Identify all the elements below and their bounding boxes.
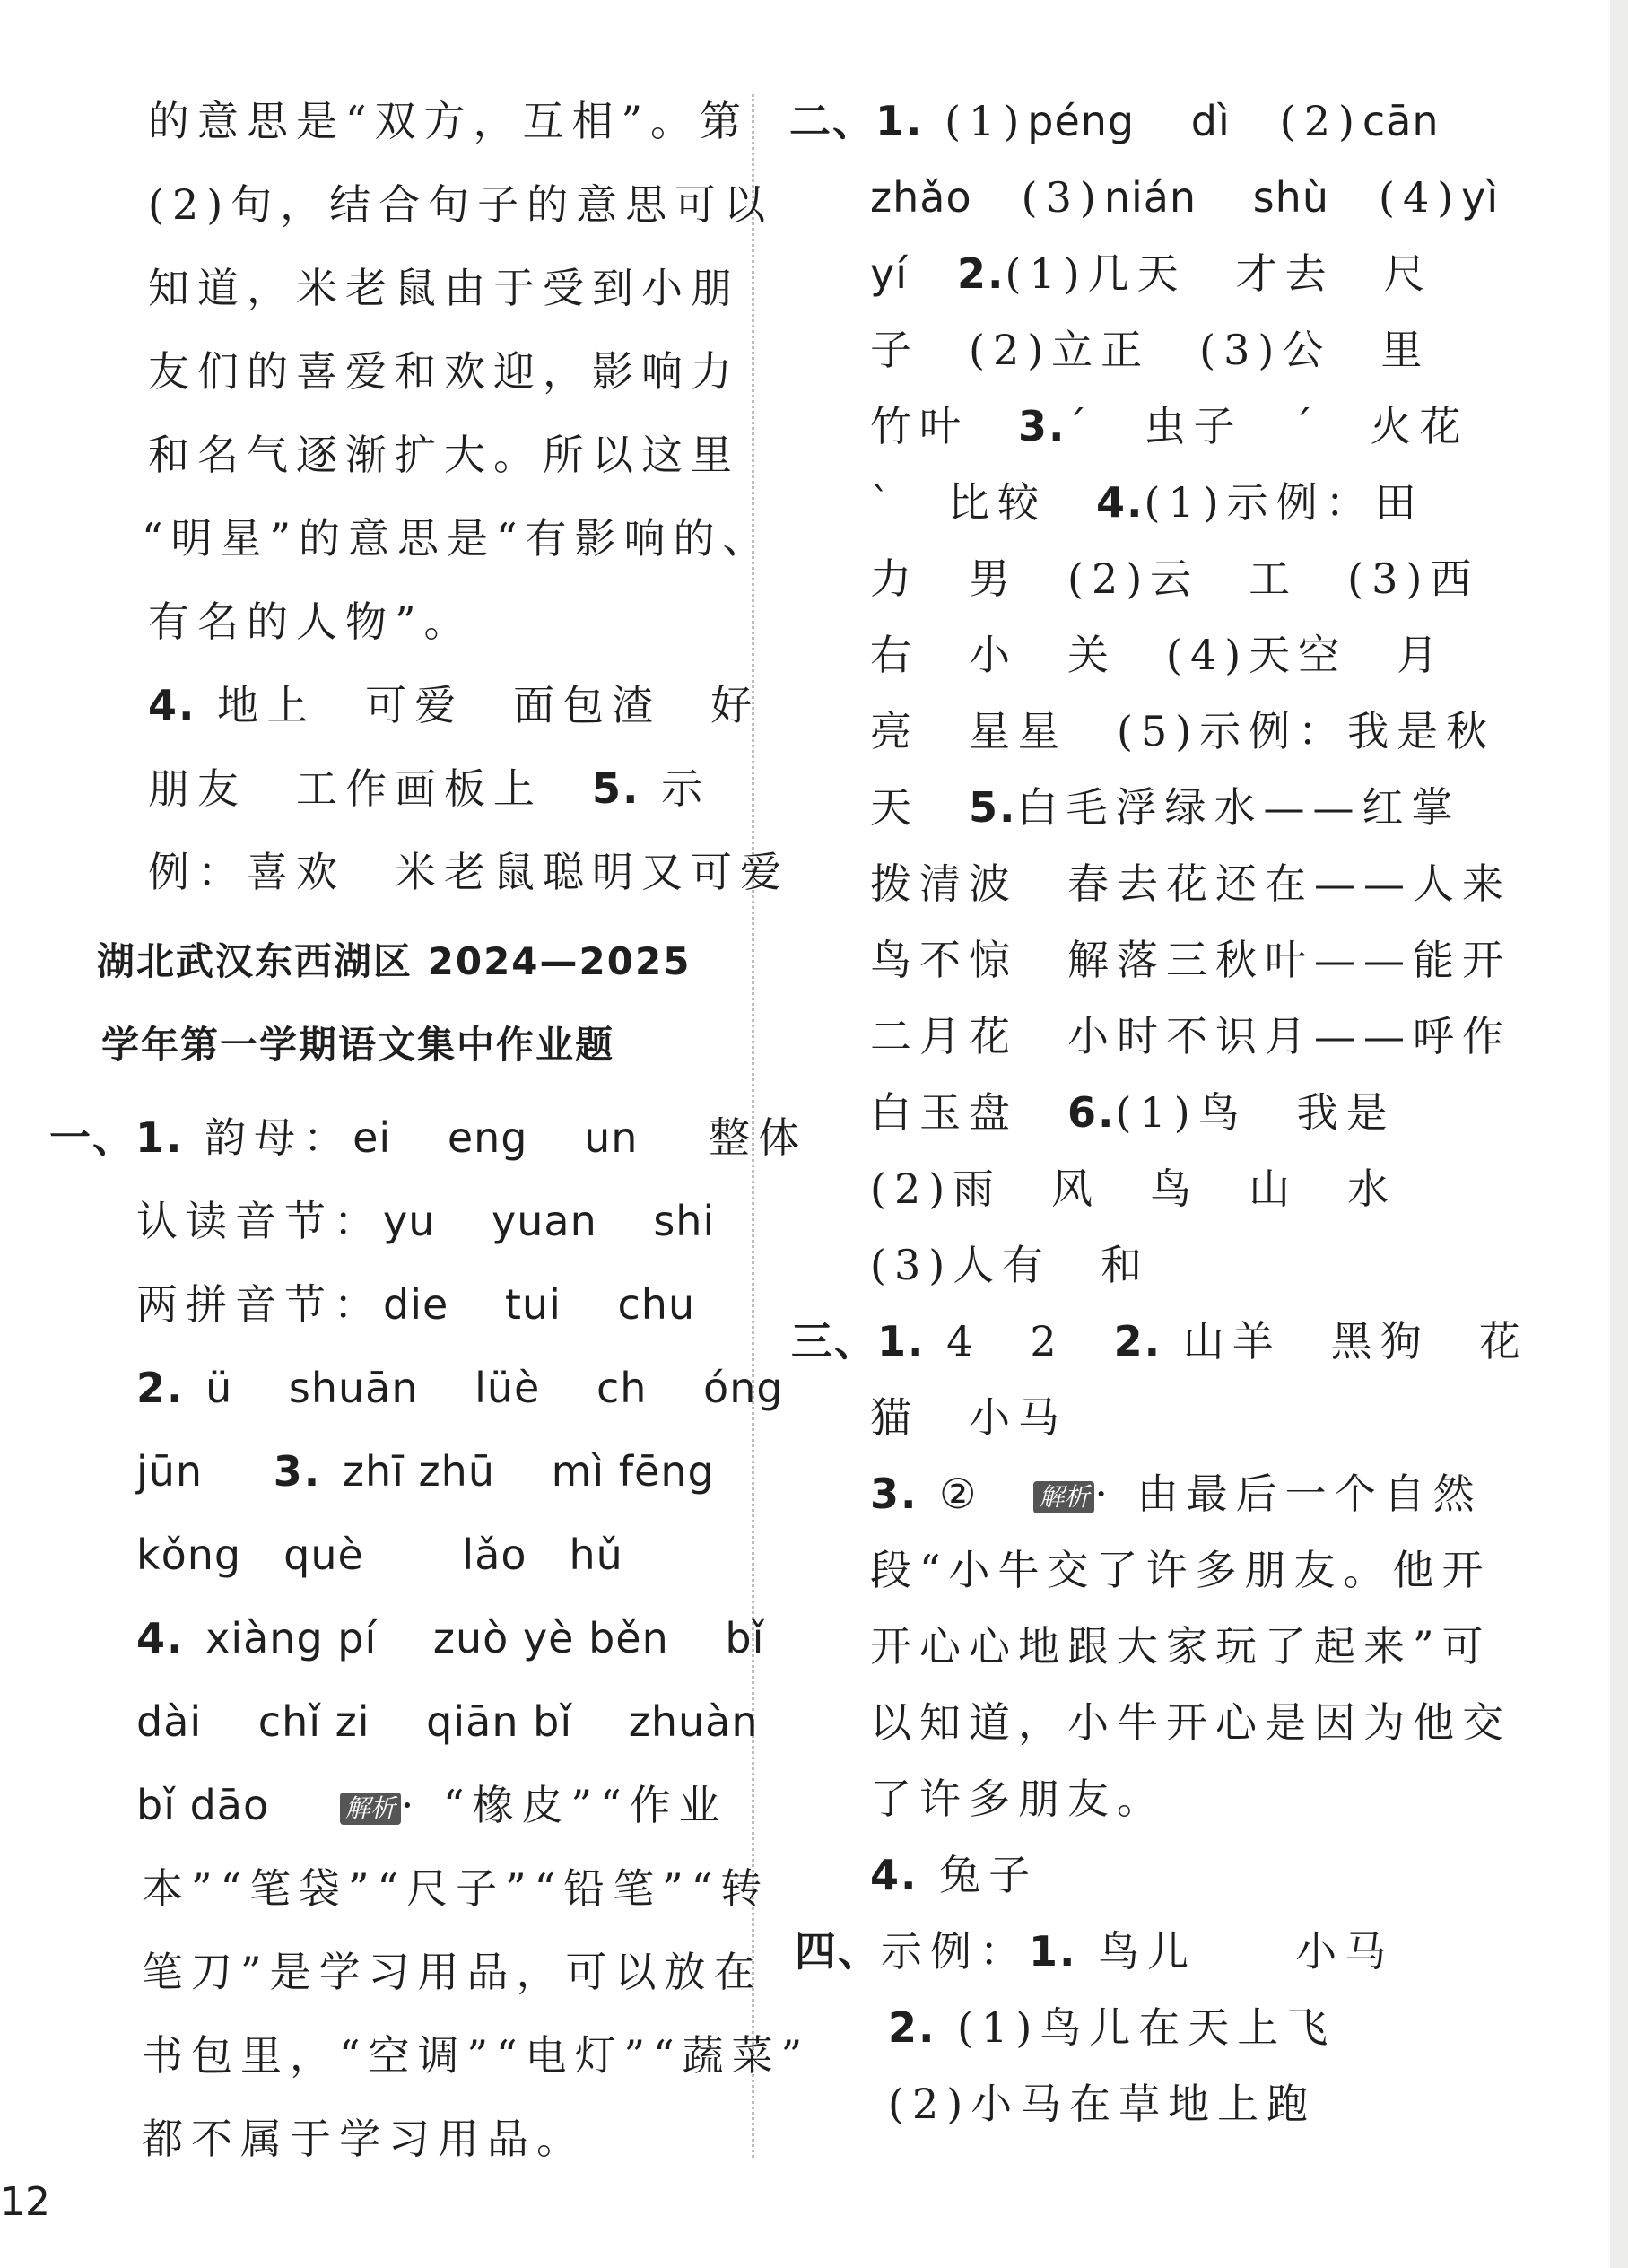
answer-text: (1)示例：田 xyxy=(1144,478,1424,527)
answer-line xyxy=(789,94,1440,148)
text-line: 本”“笔袋”“尺子”“铅笔”“转 xyxy=(142,1864,770,1913)
answer-text: ② xyxy=(939,1470,985,1518)
text-line: 段“小牛交了许多朋友。他开 xyxy=(870,1546,1492,1594)
pinyin-text: dài chǐ zi qiān bǐ zhuàn xyxy=(136,1697,759,1746)
pinyin-text: die tui chu xyxy=(383,1280,696,1329)
answer-text: 白玉盘 xyxy=(870,1088,1018,1137)
pinyin-text: yì xyxy=(1461,173,1500,222)
answer-text: 整体 xyxy=(709,1113,808,1162)
answer-line xyxy=(136,1611,764,1665)
answer-line: bǐ dāo 解析 · “橡皮”“作业 xyxy=(136,1781,728,1829)
pinyin-text: kǒng què lǎo hǔ xyxy=(136,1531,623,1579)
answer-text: 朋友 工作画板上 xyxy=(148,764,543,813)
section-label: 二、 xyxy=(789,97,875,145)
answer-text: “橡皮”“作业 xyxy=(443,1781,728,1829)
question-number: 2. xyxy=(888,2003,936,2052)
answer-line xyxy=(870,1086,1396,1139)
pinyin-text: ei eng un xyxy=(353,1113,639,1162)
answer-line xyxy=(148,678,760,732)
question-number: 1. xyxy=(875,97,924,145)
section-label: 三、 xyxy=(791,1317,877,1365)
answer-line xyxy=(136,1444,715,1498)
answer-line xyxy=(888,2001,1336,2054)
question-number: 3. xyxy=(870,1470,918,1518)
pinyin-text: zhǎo xyxy=(870,173,972,222)
question-number: 4. xyxy=(870,1851,918,1899)
answer-line xyxy=(795,1924,1394,1978)
text-line: 右 小 关 (4)天空 月 xyxy=(870,631,1447,679)
text-line: 亮 星星 (5)示例：我是秋 xyxy=(870,707,1496,755)
question-number: 5. xyxy=(969,783,1017,832)
pinyin-text: jūn xyxy=(136,1447,204,1496)
answer-line xyxy=(148,762,710,816)
text-line: (2)雨 风 鸟 山 水 xyxy=(870,1165,1397,1213)
answer-line xyxy=(49,1111,807,1165)
pinyin-text: péng dì xyxy=(1027,97,1231,145)
answer-text: 示 xyxy=(661,764,711,813)
text-line: 力 男 (2)云 工 (3)西 xyxy=(870,554,1480,603)
text-line: 都不属于学习用品。 xyxy=(142,2115,586,2163)
answer-text: (1)鸟儿在天上飞 xyxy=(957,2003,1336,2052)
text-line: 二月花 小时不识月——呼作 xyxy=(870,1012,1511,1060)
answer-text: 由最后一个自然 xyxy=(1136,1470,1483,1518)
analysis-badge: 解析 xyxy=(1033,1481,1094,1513)
text-line: 友们的喜爱和欢迎，影响力 xyxy=(148,347,740,396)
pinyin-text: xiàng pí zuò yè běn bǐ xyxy=(205,1614,765,1662)
section-label: 四、 xyxy=(795,1927,881,1976)
answer-text: (3) xyxy=(1021,173,1104,222)
question-number: 4. xyxy=(148,681,196,729)
answer-text: 地上 可爱 面包渣 好 xyxy=(217,681,761,729)
text-line: 猫 小马 xyxy=(870,1393,1067,1442)
section-heading: 学年第一学期语文集中作业题 xyxy=(101,1023,615,1067)
answer-line xyxy=(136,1695,759,1749)
answer-line xyxy=(870,781,1460,834)
answer-text: 兔子 xyxy=(939,1851,1039,1899)
question-number: 1. xyxy=(1029,1927,1077,1976)
question-number: 6. xyxy=(1067,1088,1116,1137)
answer-text: 两拼音节： xyxy=(136,1280,383,1329)
answer-text: 认读音节： xyxy=(136,1197,383,1245)
answer-text: 白毛浮绿水——红掌 xyxy=(1016,783,1461,832)
text-line: 书包里，“空调”“电灯”“蔬菜” xyxy=(142,2031,811,2080)
pinyin-text: bǐ dāo xyxy=(136,1781,270,1829)
answer-line xyxy=(870,170,1499,224)
question-number: 1. xyxy=(135,1113,184,1162)
answer-line xyxy=(136,1194,715,1248)
text-line: 子 (2)立正 (3)公 里 xyxy=(870,326,1431,374)
answer-text: 示例： xyxy=(881,1927,1029,1976)
answer-text: (4) xyxy=(1379,173,1462,222)
answer-line xyxy=(136,1528,623,1582)
question-number: 3. xyxy=(273,1447,322,1496)
section-heading: 湖北武汉东西湖区 2024—2025 xyxy=(97,939,692,983)
pinyin-text: yí xyxy=(870,249,909,298)
answer-line xyxy=(791,1314,1528,1368)
answer-text: 山羊 黑狗 花 xyxy=(1182,1317,1528,1365)
pinyin-text: cān xyxy=(1362,97,1440,145)
answer-text: 鸟儿 小马 xyxy=(1098,1927,1395,1976)
answer-line xyxy=(136,1361,784,1415)
answer-text: ˊ 虫子 ˊ 火花 xyxy=(1066,402,1469,450)
pinyin-text: zhī zhū mì fēng xyxy=(342,1447,715,1496)
answer-text: (1)鸟 我是 xyxy=(1115,1088,1396,1137)
text-line: (2)小马在草地上跑 xyxy=(888,2080,1317,2128)
text-line: 鸟不惊 解落三秋叶——能开 xyxy=(870,936,1511,984)
question-number: 2. xyxy=(957,249,1006,298)
answer-line xyxy=(870,475,1424,529)
question-number: 2. xyxy=(136,1364,185,1412)
question-number: 4. xyxy=(1096,478,1145,527)
answer-text: 韵母： xyxy=(205,1113,353,1162)
text-line: 知道，米老鼠由于受到小朋 xyxy=(148,264,740,312)
question-number: 2. xyxy=(1113,1317,1162,1365)
answer-text: (1)几天 才去 尺 xyxy=(1005,249,1433,298)
answer-line xyxy=(870,1848,1038,1902)
question-number: 3. xyxy=(1018,402,1066,450)
answer-text: 天 xyxy=(870,783,919,832)
answer-text: 4 2 xyxy=(946,1317,1065,1365)
pinyin-text: ü shuān lüè ch óng xyxy=(205,1364,784,1412)
page-number: 12 xyxy=(0,2179,50,2225)
text-line: 开心心地跟大家玩了起来”可 xyxy=(870,1622,1492,1670)
text-line: 和名气逐渐扩大。所以这里 xyxy=(148,431,740,479)
answer-text: (1) xyxy=(945,97,1028,145)
text-line: 笔刀”是学习用品，可以放在 xyxy=(142,1948,763,1996)
text-line: 了许多朋友。 xyxy=(870,1775,1166,1823)
text-line: (2)句，结合句子的意思可以 xyxy=(148,180,774,229)
question-number: 5. xyxy=(592,764,640,813)
text-line: (3)人有 和 xyxy=(870,1241,1151,1289)
pinyin-text: yu yuan shi xyxy=(383,1197,716,1245)
answer-line xyxy=(870,399,1468,453)
page-edge-shade xyxy=(1610,0,1628,2268)
answer-line: 例：喜欢 米老鼠聪明又可爱 xyxy=(148,848,789,896)
text-line: 有名的人物”。 xyxy=(148,598,474,646)
pinyin-text: nián shù xyxy=(1103,173,1329,222)
text-line: 拨清波 春去花还在——人来 xyxy=(870,859,1511,908)
analysis-badge: 解析 xyxy=(340,1793,401,1825)
answer-line xyxy=(136,1278,695,1331)
text-line: 以知道，小牛开心是因为他交 xyxy=(870,1698,1511,1747)
question-number: 4. xyxy=(136,1614,185,1662)
text-line: 的意思是“双方，互相”。第 xyxy=(148,97,750,145)
answer-line: 3. ② 解析 · 由最后一个自然 xyxy=(870,1470,1483,1518)
answer-line xyxy=(870,247,1433,301)
text-line: “明星”的意思是“有影响的、 xyxy=(142,514,772,563)
question-number: 1. xyxy=(877,1317,926,1365)
section-label: 一、 xyxy=(49,1113,135,1162)
answer-text: (2) xyxy=(1279,97,1362,145)
answer-text: 竹叶 xyxy=(870,402,969,450)
answer-text: ˋ 比较 xyxy=(870,478,1047,527)
